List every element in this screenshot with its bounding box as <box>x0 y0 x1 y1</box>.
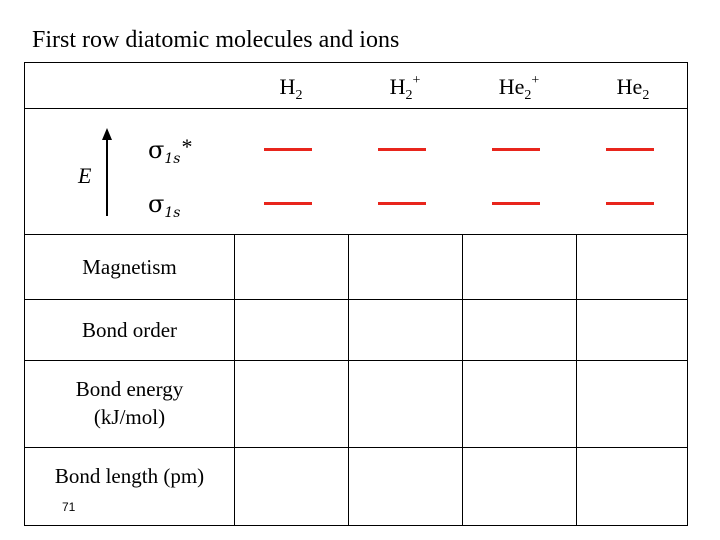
row-label-bond-length: Bond length (pm) <box>54 464 205 488</box>
antibonding-level-he2 <box>606 148 654 151</box>
slide-title: First row diatomic molecules and ions <box>32 27 400 53</box>
row-divider <box>24 234 688 235</box>
column-header-he2-plus: $He_2^+$ <box>498 73 540 103</box>
bonding-level-he2-plus <box>492 202 540 205</box>
column-divider <box>462 234 463 526</box>
bonding-level-he2 <box>606 202 654 205</box>
bonding-level-h2-plus <box>378 202 426 205</box>
row-label-bond-energy-unit: (kJ/mol) <box>93 405 166 429</box>
column-divider <box>576 234 577 526</box>
antibonding-level-he2-plus <box>492 148 540 151</box>
orbital-label-sigma-1s: $\sigma_{1s}$ <box>148 190 181 221</box>
antibonding-level-h2-plus <box>378 148 426 151</box>
antibonding-level-h2 <box>264 148 312 151</box>
bonding-level-h2 <box>264 202 312 205</box>
energy-axis <box>106 138 108 216</box>
row-label-magnetism: Magnetism <box>82 255 177 279</box>
column-header-he2: $He_2$ <box>616 74 650 103</box>
slide-number: 71 <box>62 500 76 514</box>
row-divider <box>24 299 688 300</box>
column-header-h2: $H_2$ <box>279 74 303 103</box>
energy-axis-label: E <box>78 163 92 188</box>
row-label-bond-energy: Bond energy <box>75 377 184 401</box>
orbital-label-sigma-1s-star: $\sigma_{1s}*$ <box>148 134 193 167</box>
header-divider <box>24 108 688 109</box>
column-header-h2-plus: $H_2^+$ <box>389 73 421 103</box>
row-divider <box>24 360 688 361</box>
mo-table <box>24 62 688 526</box>
row-label-bond-order: Bond order <box>81 318 178 342</box>
column-divider <box>348 234 349 526</box>
row-divider <box>24 447 688 448</box>
